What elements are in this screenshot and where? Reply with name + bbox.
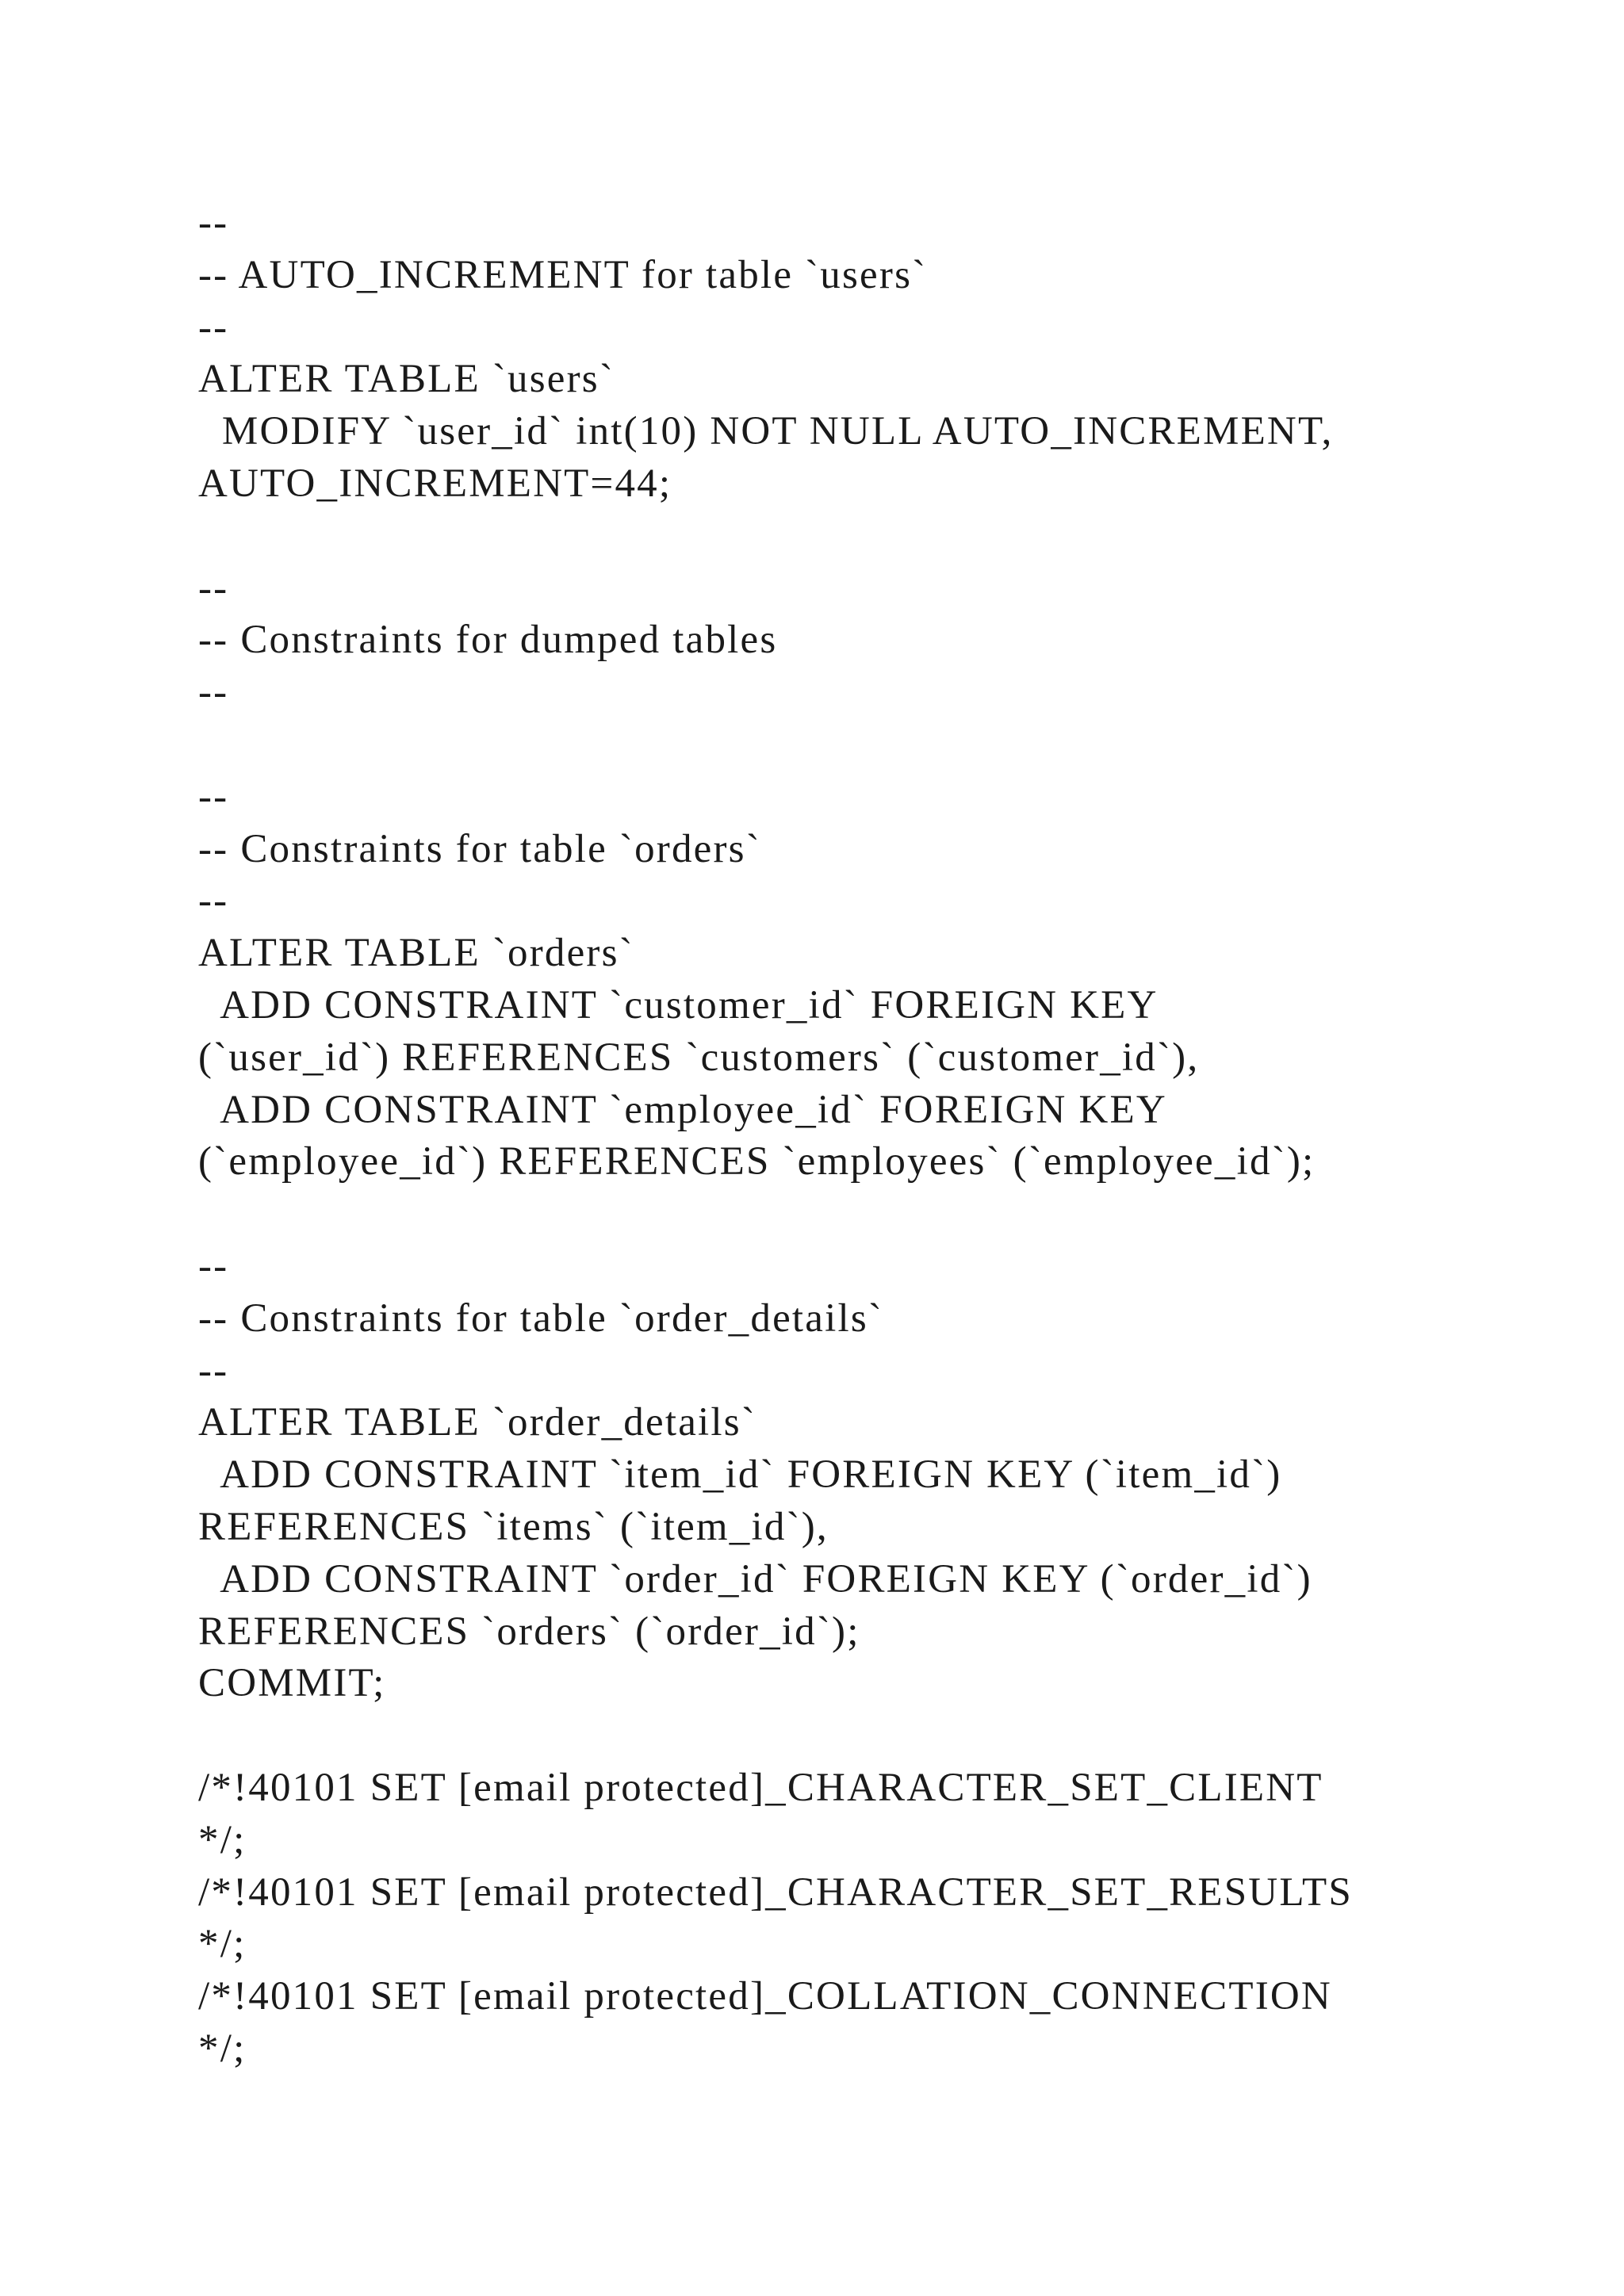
code-line: ADD CONSTRAINT `item_id` FOREIGN KEY (`item_id`) — [198, 1452, 1282, 1498]
comment-line: -- Constraints for dumped tables — [198, 618, 778, 663]
code-line: ADD CONSTRAINT `customer_id` FOREIGN KEY — [198, 982, 1159, 1027]
code-line: REFERENCES `orders` (`order_id`); — [198, 1609, 860, 1654]
code-line: ALTER TABLE `users` — [198, 357, 615, 402]
code-line: /*!40101 SET [email protected]_CHARACTER_SET_CLIENT — [198, 1765, 1323, 1810]
code-line: MODIFY `user_id` int(10) NOT NULL AUTO_INCREMENT, — [198, 409, 1334, 454]
blank-line — [198, 511, 1546, 563]
blank-line — [198, 719, 1546, 771]
sql-dump-text — [198, 197, 1546, 2076]
code-line: ALTER TABLE `order_details` — [198, 1400, 757, 1445]
comment-line: -- — [198, 304, 229, 350]
blank-line — [198, 1710, 1546, 1762]
comment-line: -- — [198, 1348, 229, 1393]
code-line: ADD CONSTRAINT `order_id` FOREIGN KEY (`order_id`) — [198, 1556, 1312, 1601]
comment-line: -- — [198, 565, 229, 610]
code-line: REFERENCES `items` (`item_id`), — [198, 1504, 829, 1549]
code-line: /*!40101 SET [email protected]_COLLATION_CONNECTION — [198, 1974, 1332, 2019]
blank-line — [198, 1188, 1546, 1241]
comment-line: -- — [198, 878, 229, 924]
code-line: AUTO_INCREMENT=44; — [198, 461, 672, 506]
code-line: */; — [198, 2026, 247, 2071]
code-line: (`employee_id`) REFERENCES `employees` (`employee_id`); — [198, 1139, 1316, 1184]
comment-line: -- — [198, 201, 229, 245]
comment-line: -- — [198, 1243, 229, 1288]
comment-line: -- AUTO_INCREMENT for table `users` — [198, 252, 928, 297]
code-line: ADD CONSTRAINT `employee_id` FOREIGN KEY — [198, 1087, 1167, 1132]
comment-line: -- — [198, 670, 229, 715]
comment-line: -- Constraints for table `orders` — [198, 826, 761, 871]
code-line: /*!40101 SET [email protected]_CHARACTER_SET_RESULTS — [198, 1869, 1353, 1915]
code-line: (`user_id`) REFERENCES `customers` (`customer_id`), — [198, 1035, 1200, 1080]
code-line: ALTER TABLE `orders` — [198, 931, 634, 976]
comment-line: -- Constraints for table `order_details` — [198, 1295, 884, 1341]
comment-line: -- — [198, 774, 229, 819]
code-line: */; — [198, 1922, 247, 1967]
code-line: */; — [198, 1817, 247, 1862]
code-line: COMMIT; — [198, 1661, 386, 1706]
